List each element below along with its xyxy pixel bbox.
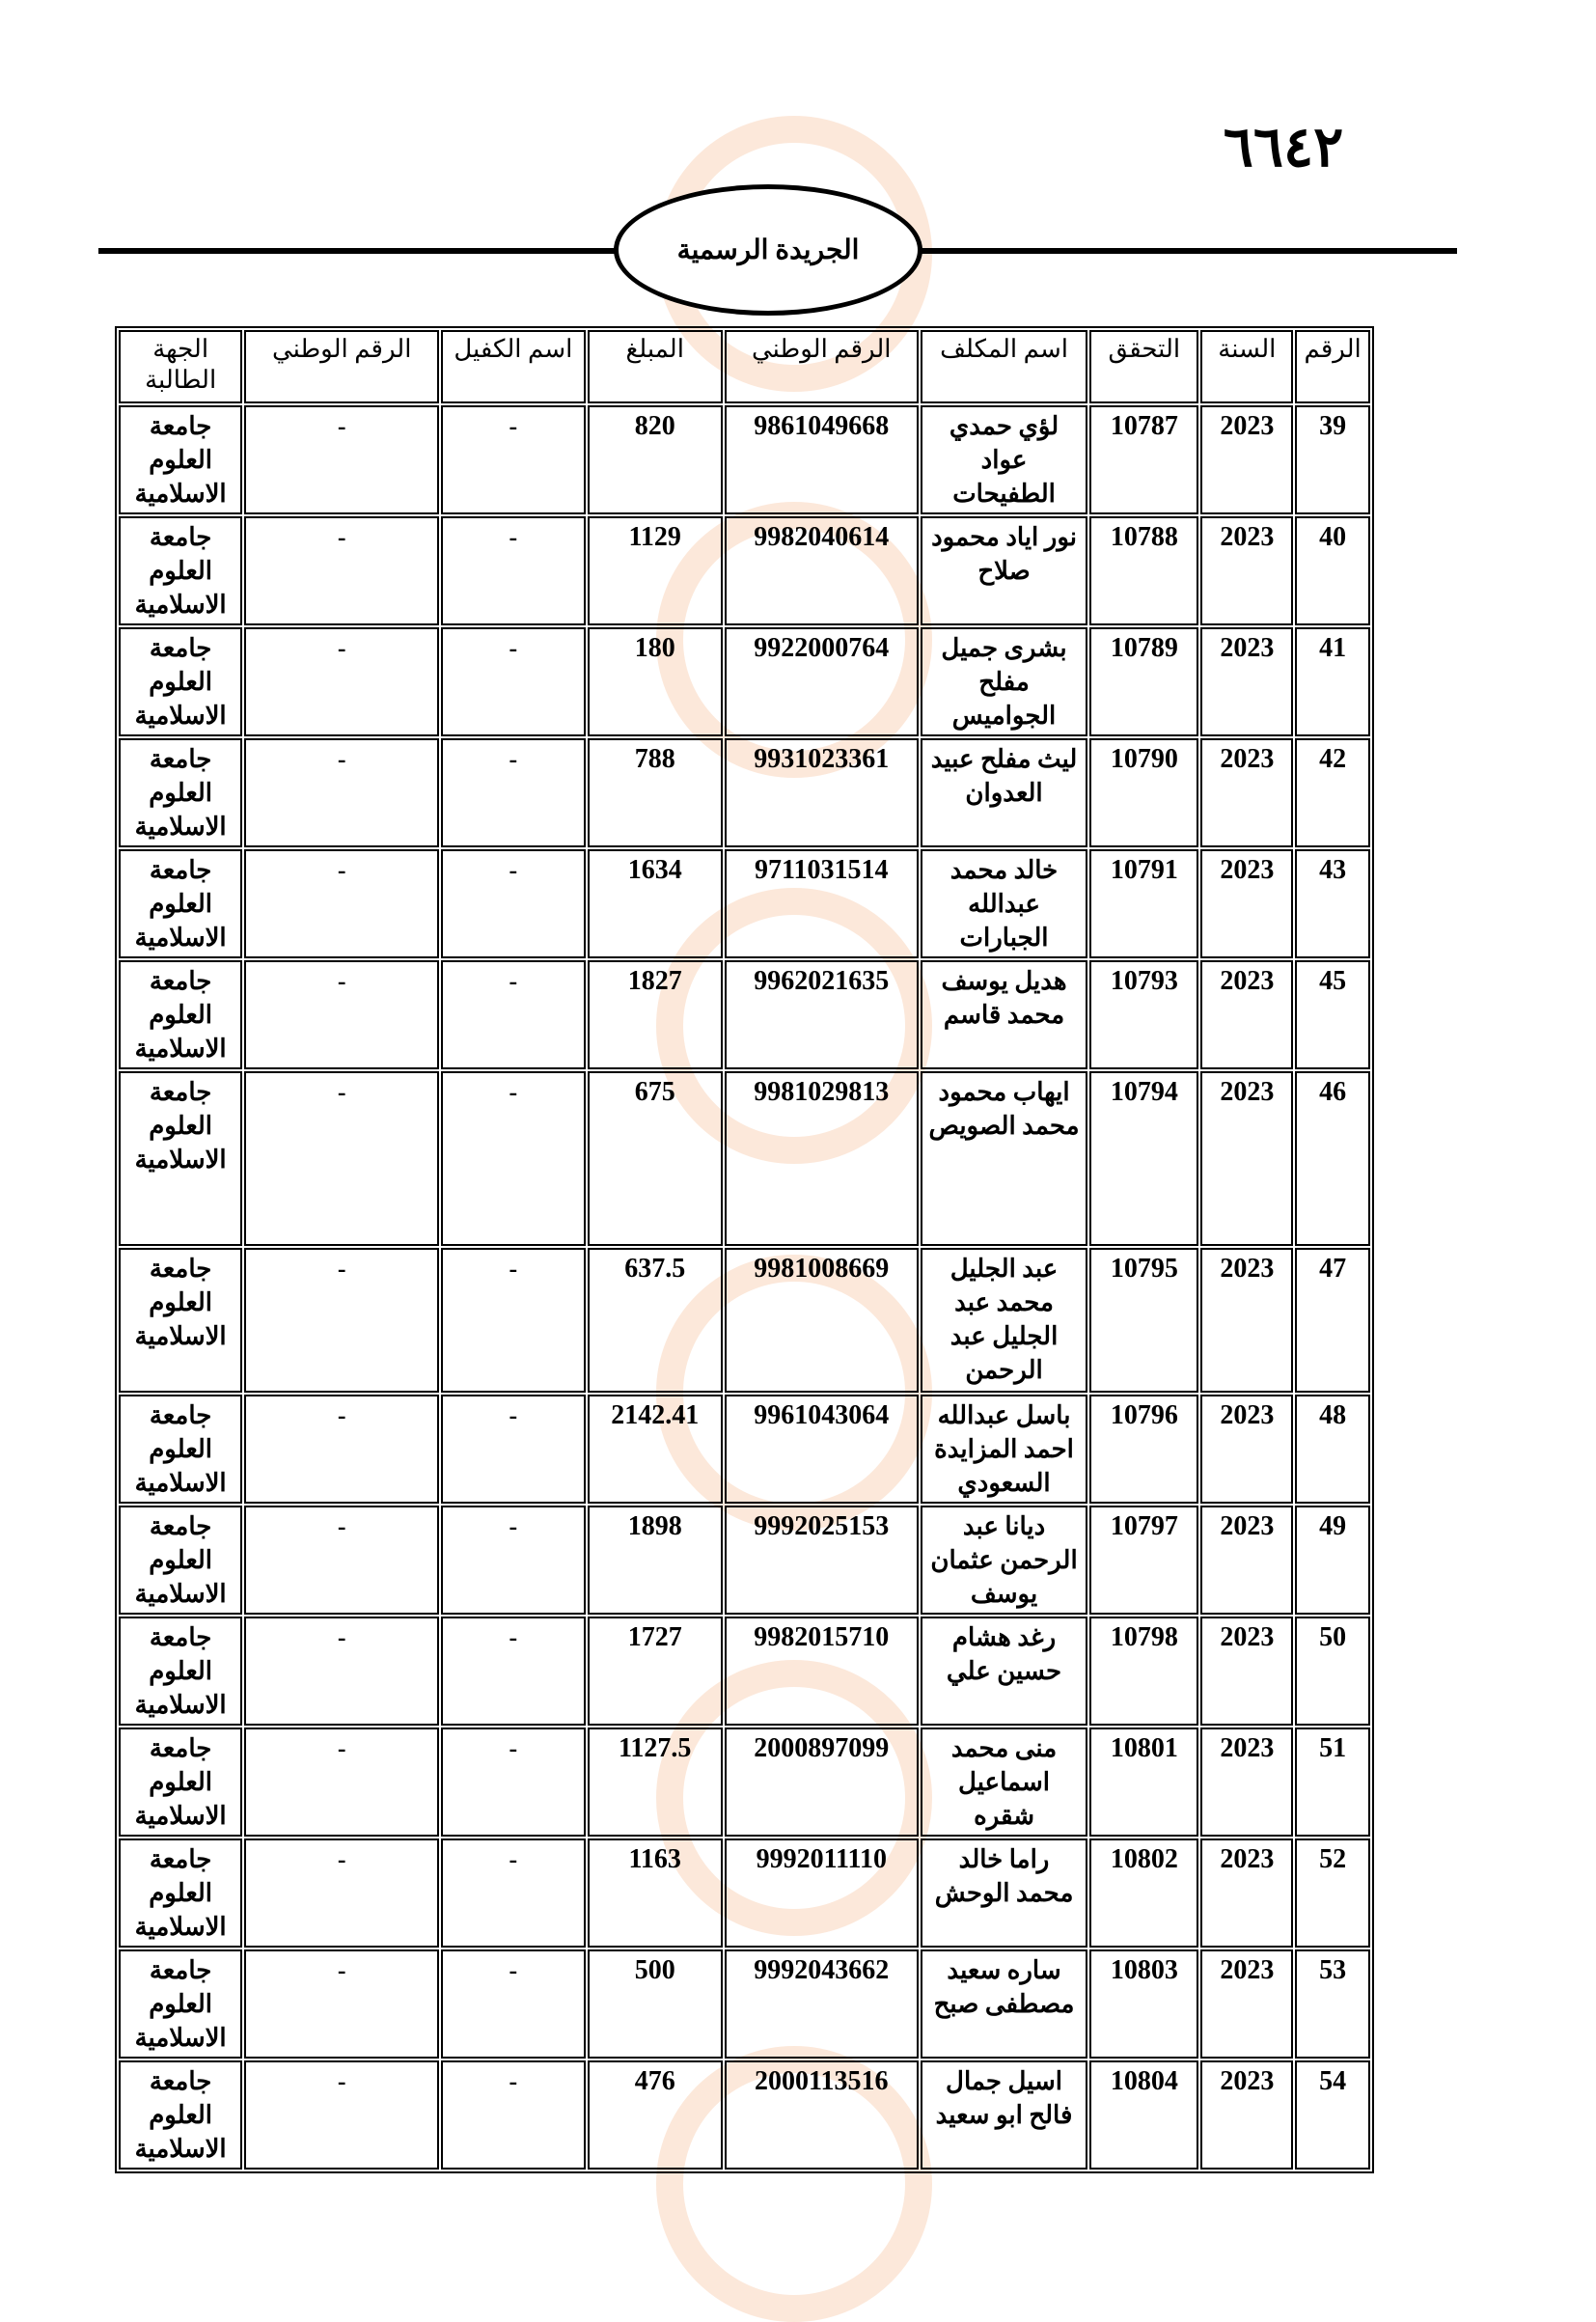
cell-national-id: 9982040614 <box>725 516 919 625</box>
cell-guarantor-name: - <box>441 627 585 736</box>
table-row <box>119 627 1370 736</box>
cell-debtor-name: ايهاب محمود محمد الصويص <box>921 1071 1088 1246</box>
cell-guarantor-name: - <box>441 1248 585 1393</box>
cell-debtor-name: ليث مفلح عبيد العدوان <box>921 738 1088 847</box>
cell-requesting-party: جامعة العلوم الاسلامية <box>119 1248 242 1393</box>
cell-row-number: 39 <box>1295 405 1370 514</box>
table-row <box>119 1617 1370 1726</box>
cell-debtor-name: باسل عبدالله احمد المزايدة السعودي <box>921 1395 1088 1504</box>
table-row <box>119 1506 1370 1615</box>
cell-requesting-party: جامعة العلوم الاسلامية <box>119 1506 242 1615</box>
cell-national-id: 9931023361 <box>725 738 919 847</box>
cell-verification: 10789 <box>1089 627 1198 736</box>
cell-year: 2023 <box>1200 516 1293 625</box>
column-header-year: السنة <box>1200 330 1293 403</box>
cell-requesting-party: جامعة العلوم الاسلامية <box>119 1071 242 1246</box>
cell-guarantor-name: - <box>441 738 585 847</box>
cell-guarantor-national-id: - <box>244 1949 439 2059</box>
cell-row-number: 50 <box>1295 1617 1370 1726</box>
cell-requesting-party: جامعة العلوم الاسلامية <box>119 405 242 514</box>
cell-national-id: 2000897099 <box>725 1728 919 1837</box>
cell-national-id: 9992043662 <box>725 1949 919 2059</box>
cell-debtor-name: راما خالد محمد الوحش <box>921 1838 1088 1948</box>
column-header-national-id: الرقم الوطني <box>725 330 919 403</box>
cell-national-id: 9992011110 <box>725 1838 919 1948</box>
table-row <box>119 405 1370 514</box>
cell-guarantor-national-id: - <box>244 1838 439 1948</box>
cell-debtor-name: هديل يوسف محمد قاسم <box>921 960 1088 1069</box>
cell-row-number: 43 <box>1295 849 1370 958</box>
cell-guarantor-national-id: - <box>244 738 439 847</box>
cell-national-id: 9922000764 <box>725 627 919 736</box>
debtors-table <box>115 326 1374 2173</box>
cell-guarantor-national-id: - <box>244 1617 439 1726</box>
table-row <box>119 516 1370 625</box>
cell-year: 2023 <box>1200 1728 1293 1837</box>
table-row <box>119 1838 1370 1948</box>
cell-guarantor-national-id: - <box>244 516 439 625</box>
cell-row-number: 49 <box>1295 1506 1370 1615</box>
cell-amount: 675 <box>588 1071 723 1246</box>
cell-guarantor-name: - <box>441 516 585 625</box>
cell-year: 2023 <box>1200 1071 1293 1246</box>
table-row <box>119 1949 1370 2059</box>
table-row <box>119 738 1370 847</box>
cell-verification: 10795 <box>1089 1248 1198 1393</box>
cell-verification: 10794 <box>1089 1071 1198 1246</box>
cell-verification: 10791 <box>1089 849 1198 958</box>
cell-national-id: 2000113516 <box>725 2060 919 2170</box>
cell-row-number: 47 <box>1295 1248 1370 1393</box>
cell-year: 2023 <box>1200 738 1293 847</box>
cell-year: 2023 <box>1200 1949 1293 2059</box>
cell-verification: 10804 <box>1089 2060 1198 2170</box>
column-header-requesting-party: الجهة الطالبة <box>119 330 242 403</box>
cell-amount: 1898 <box>588 1506 723 1615</box>
cell-row-number: 48 <box>1295 1395 1370 1504</box>
cell-guarantor-national-id: - <box>244 627 439 736</box>
cell-guarantor-name: - <box>441 1728 585 1837</box>
cell-requesting-party: جامعة العلوم الاسلامية <box>119 2060 242 2170</box>
cell-guarantor-national-id: - <box>244 1071 439 1246</box>
cell-verification: 10796 <box>1089 1395 1198 1504</box>
cell-debtor-name: رغد هشام حسين علي <box>921 1617 1088 1726</box>
cell-debtor-name: ديانا عبد الرحمن عثمان يوسف <box>921 1506 1088 1615</box>
cell-guarantor-national-id: - <box>244 1506 439 1615</box>
table-row <box>119 1728 1370 1837</box>
cell-amount: 1827 <box>588 960 723 1069</box>
cell-national-id: 9992025153 <box>725 1506 919 1615</box>
cell-row-number: 46 <box>1295 1071 1370 1246</box>
cell-requesting-party: جامعة العلوم الاسلامية <box>119 1949 242 2059</box>
cell-amount: 1727 <box>588 1617 723 1726</box>
table-row <box>119 2060 1370 2170</box>
page-number: ٦٦٤٢ <box>1223 116 1344 179</box>
cell-debtor-name: لؤي حمدي عواد الطفيحات <box>921 405 1088 514</box>
cell-amount: 500 <box>588 1949 723 2059</box>
cell-amount: 1129 <box>588 516 723 625</box>
cell-row-number: 53 <box>1295 1949 1370 2059</box>
cell-requesting-party: جامعة العلوم الاسلامية <box>119 849 242 958</box>
table-row <box>119 1248 1370 1393</box>
gazette-title: الجريدة الرسمية <box>676 235 860 265</box>
column-header-row-number: الرقم <box>1295 330 1370 403</box>
cell-requesting-party: جامعة العلوم الاسلامية <box>119 516 242 625</box>
cell-amount: 1163 <box>588 1838 723 1948</box>
cell-guarantor-name: - <box>441 1838 585 1948</box>
cell-amount: 1634 <box>588 849 723 958</box>
cell-requesting-party: جامعة العلوم الاسلامية <box>119 738 242 847</box>
column-header-debtor-name: اسم المكلف <box>921 330 1088 403</box>
cell-row-number: 51 <box>1295 1728 1370 1837</box>
cell-requesting-party: جامعة العلوم الاسلامية <box>119 960 242 1069</box>
cell-verification: 10793 <box>1089 960 1198 1069</box>
cell-amount: 637.5 <box>588 1248 723 1393</box>
cell-debtor-name: بشرى جميل مفلح الجواميس <box>921 627 1088 736</box>
cell-guarantor-name: - <box>441 1506 585 1615</box>
cell-row-number: 54 <box>1295 2060 1370 2170</box>
cell-national-id: 9962021635 <box>725 960 919 1069</box>
table-header-row <box>119 330 1370 403</box>
cell-verification: 10798 <box>1089 1617 1198 1726</box>
cell-guarantor-name: - <box>441 2060 585 2170</box>
cell-debtor-name: نور اياد محمود صلاح <box>921 516 1088 625</box>
table-row <box>119 849 1370 958</box>
cell-debtor-name: اسيل جمال فالح ابو سعيد <box>921 2060 1088 2170</box>
cell-guarantor-name: - <box>441 1617 585 1726</box>
cell-year: 2023 <box>1200 2060 1293 2170</box>
cell-amount: 476 <box>588 2060 723 2170</box>
cell-requesting-party: جامعة العلوم الاسلامية <box>119 1617 242 1726</box>
cell-national-id: 9861049668 <box>725 405 919 514</box>
cell-national-id: 9981008669 <box>725 1248 919 1393</box>
cell-guarantor-national-id: - <box>244 1248 439 1393</box>
cell-row-number: 45 <box>1295 960 1370 1069</box>
cell-guarantor-name: - <box>441 1071 585 1246</box>
cell-debtor-name: منى محمد اسماعيل شقره <box>921 1728 1088 1837</box>
cell-guarantor-national-id: - <box>244 2060 439 2170</box>
cell-requesting-party: جامعة العلوم الاسلامية <box>119 1838 242 1948</box>
cell-amount: 788 <box>588 738 723 847</box>
cell-guarantor-name: - <box>441 1949 585 2059</box>
cell-year: 2023 <box>1200 1248 1293 1393</box>
table-row <box>119 960 1370 1069</box>
cell-row-number: 40 <box>1295 516 1370 625</box>
cell-verification: 10790 <box>1089 738 1198 847</box>
cell-requesting-party: جامعة العلوم الاسلامية <box>119 1728 242 1837</box>
cell-year: 2023 <box>1200 405 1293 514</box>
cell-guarantor-name: - <box>441 1395 585 1504</box>
cell-debtor-name: عبد الجليل محمد عبد الجليل عبد الرحمن <box>921 1248 1088 1393</box>
cell-national-id: 9981029813 <box>725 1071 919 1246</box>
cell-row-number: 41 <box>1295 627 1370 736</box>
cell-guarantor-national-id: - <box>244 1395 439 1504</box>
cell-guarantor-name: - <box>441 849 585 958</box>
cell-requesting-party: جامعة العلوم الاسلامية <box>119 627 242 736</box>
cell-requesting-party: جامعة العلوم الاسلامية <box>119 1395 242 1504</box>
cell-guarantor-name: - <box>441 960 585 1069</box>
cell-guarantor-national-id: - <box>244 849 439 958</box>
cell-verification: 10802 <box>1089 1838 1198 1948</box>
cell-national-id: 9982015710 <box>725 1617 919 1726</box>
cell-year: 2023 <box>1200 960 1293 1069</box>
column-header-guarantor-name: اسم الكفيل <box>441 330 585 403</box>
cell-year: 2023 <box>1200 627 1293 736</box>
table-row <box>119 1395 1370 1504</box>
cell-national-id: 9711031514 <box>725 849 919 958</box>
cell-verification: 10803 <box>1089 1949 1198 2059</box>
cell-verification: 10788 <box>1089 516 1198 625</box>
cell-year: 2023 <box>1200 1838 1293 1948</box>
cell-guarantor-national-id: - <box>244 1728 439 1837</box>
column-header-amount: المبلغ <box>588 330 723 403</box>
cell-row-number: 42 <box>1295 738 1370 847</box>
gazette-title-oval <box>614 184 922 316</box>
cell-row-number: 52 <box>1295 1838 1370 1948</box>
cell-verification: 10787 <box>1089 405 1198 514</box>
cell-amount: 2142.41 <box>588 1395 723 1504</box>
cell-debtor-name: خالد محمد عبدالله الجبارات <box>921 849 1088 958</box>
cell-year: 2023 <box>1200 1617 1293 1726</box>
cell-national-id: 9961043064 <box>725 1395 919 1504</box>
cell-year: 2023 <box>1200 1395 1293 1504</box>
cell-amount: 1127.5 <box>588 1728 723 1837</box>
cell-guarantor-national-id: - <box>244 405 439 514</box>
cell-year: 2023 <box>1200 849 1293 958</box>
cell-amount: 180 <box>588 627 723 736</box>
cell-year: 2023 <box>1200 1506 1293 1615</box>
column-header-verification: التحقق <box>1089 330 1198 403</box>
cell-guarantor-name: - <box>441 405 585 514</box>
cell-guarantor-national-id: - <box>244 960 439 1069</box>
column-header-guarantor-national-id: الرقم الوطني <box>244 330 439 403</box>
table-row <box>119 1071 1370 1246</box>
cell-amount: 820 <box>588 405 723 514</box>
cell-verification: 10801 <box>1089 1728 1198 1837</box>
cell-debtor-name: ساره سعيد مصطفى صبح <box>921 1949 1088 2059</box>
cell-verification: 10797 <box>1089 1506 1198 1615</box>
